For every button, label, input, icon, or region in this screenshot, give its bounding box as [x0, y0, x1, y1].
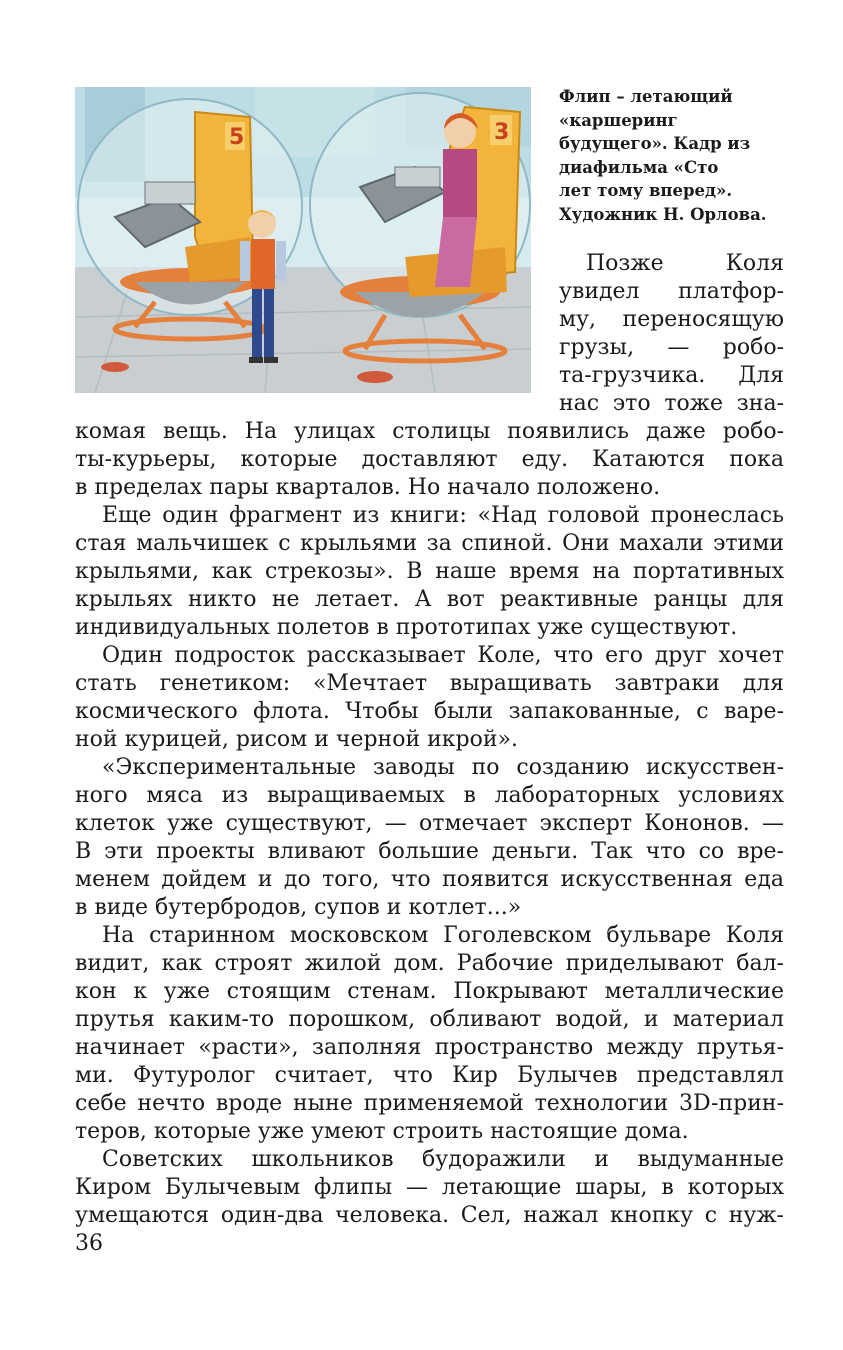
- body-line: космического флота. Чтобы были запакованные, с варе-: [75, 699, 784, 724]
- body-line: крыльями, как стрекозы». В наше время на портативных: [75, 559, 784, 584]
- body-line: Один подросток рассказывает Коле, что его друг хочет: [102, 643, 784, 668]
- caption-line: Флип – летающий: [559, 87, 733, 106]
- figure-caption: [559, 85, 787, 226]
- body-line: себе нечто вроде ныне применяемой технологии 3D-прин-: [75, 1091, 784, 1116]
- caption-line: диафильма «Сто: [559, 157, 719, 177]
- body-line: ного мяса из выращиваемых в лабораторных условиях: [75, 783, 784, 808]
- body-line: «Экспериментальные заводы по созданию искусствен-: [102, 755, 784, 780]
- body-line: Еще один фрагмент из книги: «Над головой пронеслась: [102, 503, 784, 528]
- caption-line: «каршеринг: [559, 110, 678, 130]
- body-line: начинает «расти», заполняя пространство между прутья-: [75, 1035, 784, 1060]
- body-line: комая вещь. На улицах столицы появились даже робо-: [75, 419, 784, 444]
- body-line: грузы, — робо-: [559, 335, 784, 360]
- body-line: стая мальчишек с крыльями за спиной. Они махали этими: [75, 531, 784, 556]
- body-line: та-грузчика. Для: [559, 363, 784, 388]
- body-line: ной курицей, рисом и черной икрой».: [75, 727, 518, 752]
- body-line: индивидуальных полетов в прототипах уже существуют.: [75, 615, 738, 640]
- body-line: ми. Футуролог считает, что Кир Булычев представлял: [75, 1063, 784, 1088]
- body-line: умещаются один-два человека. Сел, нажал кнопку с нуж-: [75, 1203, 784, 1228]
- body-line: видит, как строят жилой дом. Рабочие приделывают бал-: [75, 951, 784, 976]
- caption-line: Художник Н. Орлова.: [559, 204, 767, 224]
- caption-line: будущего». Кадр из: [559, 134, 751, 153]
- page-number: 36: [75, 1231, 103, 1256]
- body-line: нас это тоже зна-: [559, 391, 784, 416]
- body-line: менем дойдем и до того, что появится искусственная еда: [75, 867, 784, 892]
- body-line: Киром Булычевым флипы — летающие шары, в которых: [75, 1175, 784, 1200]
- body-line: клеток уже существуют, — отмечает эксперт Кононов. —: [75, 811, 784, 836]
- body-line: кон к уже стоящим стенам. Покрывают металлические: [75, 979, 784, 1004]
- body-line: На старинном московском Гоголевском бульваре Коля: [102, 923, 784, 948]
- body-line: Позже Коля: [586, 251, 784, 276]
- body-line: в виде бутербродов, супов и котлет...»: [75, 895, 522, 920]
- body-line: В эти проекты вливают большие деньги. Так что со вре-: [75, 839, 784, 864]
- flip-illustration-drawing: [75, 87, 531, 393]
- body-line: теров, которые уже умеют строить настоящие дома.: [75, 1119, 689, 1144]
- pod-number-right: 3: [494, 120, 510, 145]
- caption-line: лет тому вперед».: [559, 181, 733, 200]
- body-line: му, переносящую: [559, 307, 784, 332]
- body-line: прутья каким-то порошком, обливают водой, и материал: [75, 1007, 784, 1032]
- body-line: в пределах пары кварталов. Но начало положено.: [75, 475, 661, 500]
- flip-illustration: [75, 87, 531, 393]
- body-line: стать генетиком: «Мечтает выращивать завтраки для: [75, 671, 784, 696]
- body-line: ты-курьеры, которые доставляют еду. Катаются пока: [75, 447, 784, 472]
- body-line: крыльях никто не летает. А вот реактивные ранцы для: [75, 587, 784, 612]
- body-line: увидел платфор-: [559, 279, 784, 304]
- body-line: Советских школьников будоражили и выдуманные: [102, 1147, 784, 1172]
- pod-number-left: 5: [229, 125, 245, 150]
